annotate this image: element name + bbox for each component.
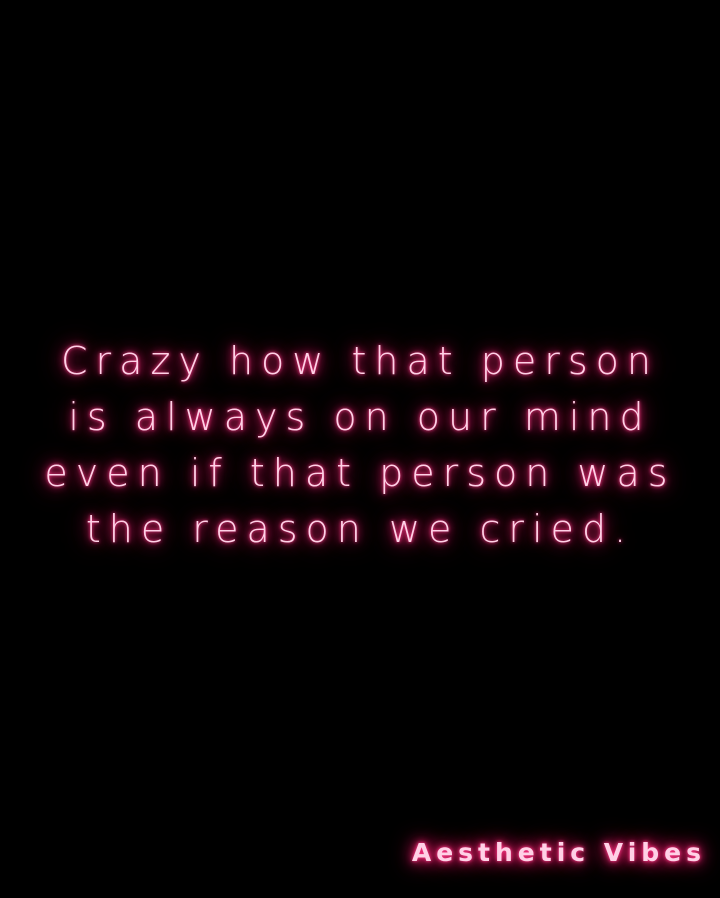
brand-watermark: Aesthetic Vibes	[411, 838, 706, 867]
quote-line-4: the reason we cried.	[85, 507, 635, 551]
quote-line-2: is always on our mind	[68, 395, 652, 439]
quote-line-1: Crazy how that person	[61, 339, 659, 383]
quote-text	[0, 333, 720, 557]
quote-line-3: even if that person was	[44, 451, 676, 495]
